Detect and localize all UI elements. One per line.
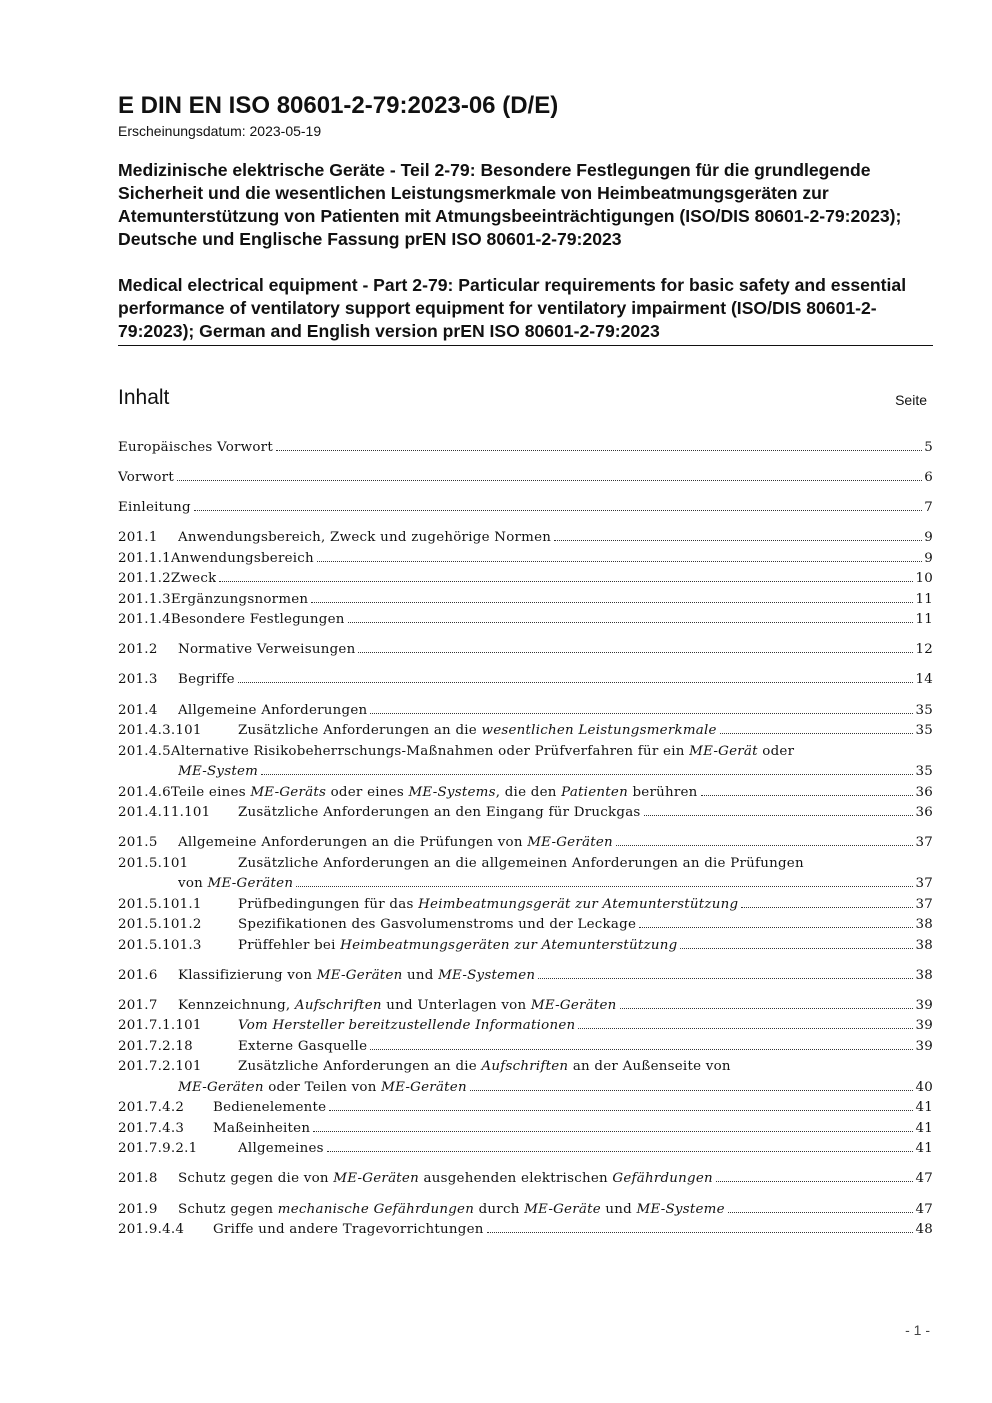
toc-entry-number: 201.1: [118, 530, 158, 546]
toc-entry[interactable]: [118, 498, 933, 519]
toc-entry-title: Normative Verweisungen: [178, 642, 356, 658]
toc-entry-page: 39: [915, 1038, 933, 1054]
toc-entry-number: 201.1.2: [118, 571, 171, 587]
toc-leader-dots: [313, 1131, 913, 1132]
toc-entry[interactable]: [118, 438, 933, 459]
toc-leader-dots: [639, 927, 913, 928]
toc-entry[interactable]: [118, 1200, 933, 1221]
toc-entry[interactable]: [118, 936, 933, 957]
toc-entry[interactable]: [118, 833, 933, 854]
toc-entry[interactable]: [118, 1057, 933, 1098]
document-page: [118, 92, 933, 1241]
toc-entry[interactable]: [118, 1220, 933, 1241]
toc-entry-title: Zusätzliche Anforderungen an die Aufschriften an der Außenseite von: [238, 1059, 731, 1075]
toc-leader-dots: [194, 510, 922, 511]
toc-leader-dots: [716, 1181, 914, 1182]
toc-leader-dots: [238, 682, 914, 683]
toc-leader-dots: [470, 1090, 914, 1091]
toc-entry-number: 201.5.101.1: [118, 896, 202, 912]
toc-entry-page: 38: [915, 937, 933, 953]
toc-leader-dots: [741, 907, 913, 908]
toc-entry[interactable]: [118, 895, 933, 916]
toc-entry-title: Spezifikationen des Gasvolumenstroms und der Leckage: [238, 917, 637, 933]
toc-entry-number: 201.4.5: [118, 743, 171, 759]
toc-entry-title: Maßeinheiten: [213, 1120, 311, 1136]
toc-entry-page: 48: [915, 1222, 933, 1238]
toc-entry-title: Externe Gasquelle: [238, 1038, 368, 1054]
toc-entry-page: 7: [924, 500, 933, 516]
toc-entry-page: 6: [924, 470, 933, 486]
table-of-contents: [118, 438, 933, 1241]
toc-entry-page: 47: [915, 1201, 933, 1217]
toc-entry-page: 35: [915, 723, 933, 739]
toc-entry[interactable]: [118, 1016, 933, 1037]
toc-entry-number: 201.7.1.101: [118, 1018, 202, 1034]
toc-entry[interactable]: [118, 1139, 933, 1160]
toc-entry-title: Europäisches Vorwort: [118, 440, 273, 455]
toc-entry-page: 35: [915, 764, 933, 780]
title-german: Medizinische elektrische Geräte - Teil 2-79: Besondere Festlegungen für die grundlegende Sicherheit und die wesentlichen Leistungsmerkmale von Heimbeatmungsgeräten zur Atemunterstützung von Patienten mit Atmungsbeeinträchtigungen (ISO/DIS 80601-2-79:2023); Deutsche und Englische Fassung prEN ISO 80601-2-79:2023: [118, 160, 902, 249]
toc-entry[interactable]: [118, 1037, 933, 1058]
toc-entry-number: 201.6: [118, 967, 158, 983]
toc-entry-page: 35: [915, 702, 933, 718]
toc-entry-page: 36: [915, 784, 933, 800]
toc-entry[interactable]: [118, 569, 933, 590]
toc-entry-page: 41: [915, 1120, 933, 1136]
toc-leader-dots: [554, 540, 922, 541]
toc-entry-title: Begriffe: [178, 672, 235, 688]
toc-page-label: Seite: [895, 392, 927, 408]
toc-entry-number: 201.5.101.3: [118, 937, 202, 953]
toc-leader-dots: [728, 1212, 914, 1213]
toc-entry-page: 12: [915, 642, 933, 658]
toc-entry-title: Alternative Risikobeherrschungs-Maßnahmen oder Prüfverfahren für ein ME-Gerät oder: [170, 743, 795, 759]
toc-entry[interactable]: [118, 1119, 933, 1140]
toc-entry[interactable]: [118, 701, 933, 722]
toc-leader-dots: [317, 561, 922, 562]
toc-entry-page: 41: [915, 1100, 933, 1116]
toc-entry[interactable]: [118, 670, 933, 691]
toc-entry-number: 201.9.4.4: [118, 1222, 185, 1238]
toc-leader-dots: [311, 602, 913, 603]
toc-entry[interactable]: [118, 468, 933, 489]
toc-entry-title: Vom Hersteller bereitzustellende Informationen: [238, 1018, 576, 1034]
page-number: - 1 -: [905, 1322, 930, 1338]
toc-entry[interactable]: [118, 721, 933, 742]
toc-entry-number: 201.1.4: [118, 612, 171, 628]
toc-entry-number: 201.8: [118, 1171, 158, 1187]
toc-entry-page: 38: [915, 917, 933, 933]
toc-entry-number: 201.5: [118, 835, 158, 851]
toc-leader-dots: [348, 622, 914, 623]
toc-leader-dots: [370, 713, 913, 714]
toc-entry-number: 201.5.101: [118, 855, 189, 871]
toc-entry-page: 37: [915, 835, 933, 851]
toc-entry-number: 201.4: [118, 702, 158, 718]
toc-entry[interactable]: [118, 803, 933, 824]
toc-entry-page: 39: [915, 1018, 933, 1034]
toc-entry-title: Zusätzliche Anforderungen an die allgemeinen Anforderungen an die Prüfungen: [238, 855, 804, 871]
toc-leader-dots: [701, 795, 914, 796]
toc-entry-page: 14: [915, 672, 933, 688]
toc-entry-title: Prüffehler bei Heimbeatmungsgeräten zur Atemunterstützung: [238, 937, 678, 953]
toc-entry-title: Schutz gegen mechanische Gefährdungen durch ME-Geräte und ME-Systeme: [178, 1201, 725, 1217]
toc-entry-title: Griffe und andere Tragevorrichtungen: [213, 1222, 484, 1238]
toc-entry[interactable]: [118, 966, 933, 987]
toc-entry-title-cont: ME-System: [178, 764, 259, 780]
toc-entry-title: Zusätzliche Anforderungen an die wesentlichen Leistungsmerkmale: [238, 723, 717, 739]
toc-entry[interactable]: [118, 528, 933, 549]
toc-entry-title: Einleitung: [118, 500, 191, 516]
toc-leader-dots: [578, 1028, 913, 1029]
document-id: E DIN EN ISO 80601-2-79:2023-06 (D/E): [118, 92, 559, 119]
toc-entry-title: Kennzeichnung, Aufschriften und Unterlagen von ME-Geräten: [178, 997, 617, 1013]
toc-entry-title: Zweck: [170, 571, 217, 587]
toc-leader-dots: [680, 948, 913, 949]
toc-entry-number: 201.4.6: [118, 784, 171, 800]
toc-leader-dots: [487, 1232, 914, 1233]
toc-leader-dots: [296, 886, 913, 887]
toc-leader-dots: [261, 774, 913, 775]
toc-entry-title: Bedienelemente: [213, 1100, 327, 1116]
toc-entry-number: 201.7.2.18: [118, 1038, 193, 1054]
toc-leader-dots: [370, 1049, 913, 1050]
toc-entry-title: Prüfbedingungen für das Heimbeatmungsgerät zur Atemunterstützung: [238, 896, 739, 912]
toc-entry-page: 5: [924, 440, 933, 455]
toc-entry-page: 11: [915, 612, 933, 628]
toc-entry-number: 201.5.101.2: [118, 917, 202, 933]
toc-entry-title: Allgemeine Anforderungen: [178, 702, 368, 718]
toc-entry[interactable]: [118, 549, 933, 570]
toc-entry-title: Besondere Festlegungen: [170, 612, 345, 628]
toc-entry-number: 201.7.4.2: [118, 1100, 185, 1116]
toc-entry-number: 201.4.3.101: [118, 723, 202, 739]
toc-entry[interactable]: [118, 1098, 933, 1119]
toc-entry-number: 201.9: [118, 1201, 158, 1217]
toc-entry-title: Teile eines ME-Geräts oder eines ME-Systems, die den Patienten berühren: [170, 784, 698, 800]
toc-entry-number: 201.7.9.2.1: [118, 1141, 198, 1157]
toc-entry-page: 37: [915, 896, 933, 912]
toc-entry-title: Allgemeines: [238, 1141, 324, 1157]
toc-leader-dots: [276, 450, 922, 451]
toc-entry-number: 201.3: [118, 672, 158, 688]
toc-leader-dots: [620, 1008, 914, 1009]
toc-entry-page: 40: [915, 1079, 933, 1095]
toc-entry-number: 201.2: [118, 642, 158, 658]
toc-title: Inhalt: [118, 386, 170, 409]
toc-entry-title: Anwendungsbereich: [170, 550, 314, 566]
toc-leader-dots: [219, 581, 913, 582]
toc-entry-number: 201.1.1: [118, 550, 171, 566]
toc-leader-dots: [177, 480, 922, 481]
toc-leader-dots: [329, 1110, 913, 1111]
toc-entry[interactable]: [118, 590, 933, 611]
toc-header: [118, 386, 933, 410]
toc-entry[interactable]: [118, 1169, 933, 1190]
toc-entry-page: 37: [915, 876, 933, 892]
toc-entry-title: Allgemeine Anforderungen an die Prüfungen von ME-Geräten: [178, 835, 613, 851]
toc-leader-dots: [616, 845, 914, 846]
toc-entry-title-cont: ME-Geräten oder Teilen von ME-Geräten: [178, 1079, 467, 1095]
toc-entry-page: 10: [915, 571, 933, 587]
toc-entry-title: Klassifizierung von ME-Geräten und ME-Systemen: [178, 967, 536, 983]
toc-entry-page: 38: [915, 967, 933, 983]
toc-entry-number: 201.4.11.101: [118, 805, 211, 821]
publication-date: Erscheinungsdatum: 2023-05-19: [118, 123, 322, 139]
toc-entry-title-cont: von ME-Geräten: [178, 876, 294, 892]
toc-leader-dots: [644, 815, 914, 816]
toc-entry[interactable]: [118, 742, 933, 783]
toc-entry-page: 9: [924, 550, 933, 566]
toc-entry-page: 36: [915, 805, 933, 821]
toc-entry-page: 47: [915, 1171, 933, 1187]
toc-entry-page: 41: [915, 1141, 933, 1157]
toc-entry-page: 11: [915, 591, 933, 607]
toc-entry-title: Zusätzliche Anforderungen an den Eingang für Druckgas: [238, 805, 641, 821]
toc-leader-dots: [720, 733, 914, 734]
toc-entry[interactable]: [118, 854, 933, 895]
toc-entry-number: 201.1.3: [118, 591, 171, 607]
toc-entry[interactable]: [118, 915, 933, 936]
toc-entry-number: 201.7: [118, 997, 158, 1013]
title-english: Medical electrical equipment - Part 2-79: Particular requirements for basic safety and essential performance of ventilatory support equipment for ventilatory impairment (ISO/DIS 80601-2-79:2023); German and English version prEN ISO 80601-2-79:2023: [118, 274, 933, 346]
toc-entry-number: 201.7.2.101: [118, 1059, 202, 1075]
toc-entry-page: 39: [915, 997, 933, 1013]
toc-entry[interactable]: [118, 996, 933, 1017]
toc-leader-dots: [327, 1151, 914, 1152]
toc-entry[interactable]: [118, 783, 933, 804]
toc-entry-number: 201.7.4.3: [118, 1120, 185, 1136]
toc-leader-dots: [358, 652, 913, 653]
toc-entry-title: Vorwort: [118, 470, 174, 486]
toc-entry[interactable]: [118, 610, 933, 631]
toc-leader-dots: [538, 978, 913, 979]
toc-entry-page: 9: [924, 530, 933, 546]
toc-entry[interactable]: [118, 640, 933, 661]
toc-entry-title: Anwendungsbereich, Zweck und zugehörige Normen: [178, 530, 552, 546]
toc-entry-title: Schutz gegen die von ME-Geräten ausgehenden elektrischen Gefährdungen: [178, 1171, 713, 1187]
toc-entry-title: Ergänzungsnormen: [170, 591, 309, 607]
